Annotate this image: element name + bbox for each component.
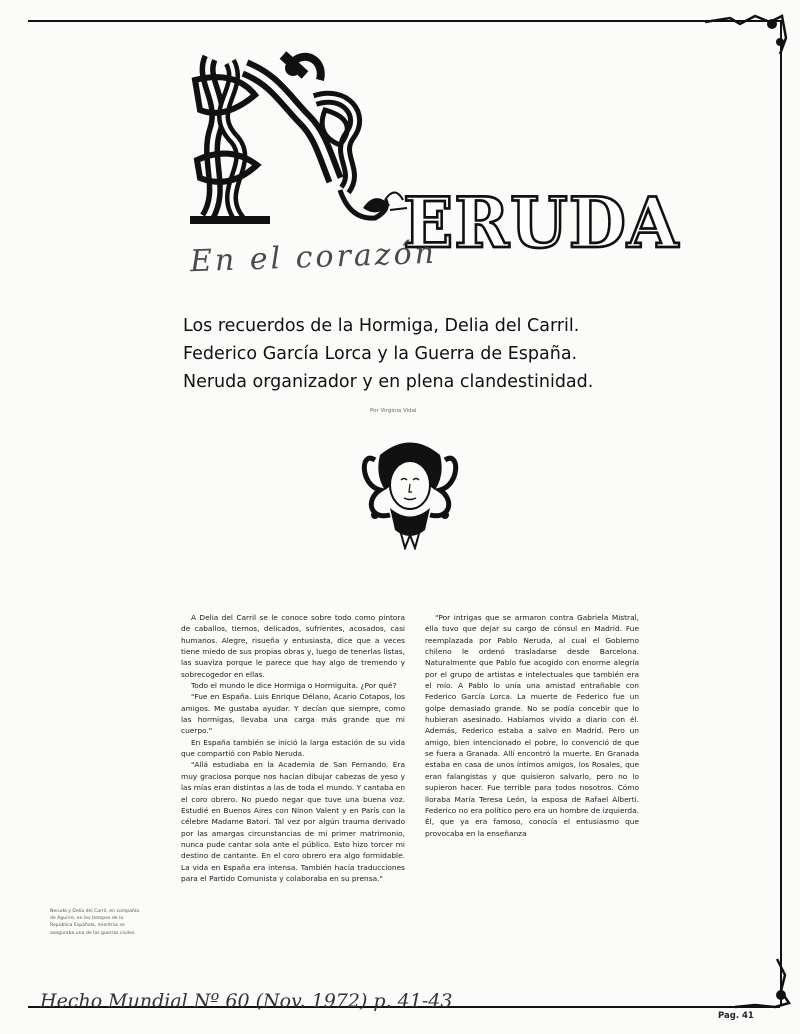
handwritten-citation: Hecho Mundial Nº 60 (Nov. 1972) p. 41-43 — [40, 990, 453, 1012]
right-border — [780, 20, 782, 1005]
headline-line: Los recuerdos de la Hormiga, Delia del Carril. — [183, 316, 580, 336]
article-column-left — [181, 612, 405, 884]
article-paragraph: En España también se inició la larga estación de su vida que compartió con Pablo Neruda. — [181, 737, 405, 759]
celtic-initial-n-illustration — [185, 40, 435, 230]
top-rule — [28, 20, 780, 22]
byline: Por Virginia Vidal — [370, 408, 417, 414]
top-right-corner-ornament — [700, 8, 790, 58]
photo-caption: Neruda y Delia del Carril, en compañía de Aguirre, en los tiempos de la República Española, mientras se aseguraba una de las guerras civiles. — [50, 909, 140, 936]
article-paragraph: "Allá estudiaba en la Academia de San Fernando. Era muy graciosa porque nos hacían dibujar cabezas de yeso y las mías eran distintas a las de toda el mundo. Y cantaba en el coro obrero. No puedo negar que tuve una buena voz. Estudié en Buenos Aires con Ninon Valent y en París con la célebre Madame Batori. Tal vez por algún trauma derivado por las amargas circunstancias de mi primer matrimonio, nunca pude cantar sola ante el público. Esto hizo torcer mi destino de cantante. En el coro obrero era algo formidable. La vida en España era intensa. También hacía traducciones para el Partido Comunista y colaboraba en su prensa." — [181, 760, 405, 883]
headline-line: Neruda organizador y en plena clandestinidad. — [183, 372, 594, 392]
article-column-right — [425, 612, 639, 839]
headline — [183, 312, 663, 396]
article-paragraph: "Fue en España. Luis Enrique Délano, Acario Cotapos, los amigos. Me gustaba ayudar. Y decían que siempre, como las hormigas, llevaba una carga más grande que mi cuerpo." — [181, 692, 405, 736]
ornamental-face-illustration — [355, 430, 465, 550]
handwritten-annotation: En el corazón — [189, 235, 438, 280]
article-paragraph: "Por intrigas que se armaron contra Gabriela Mistral, ella tuvo que dejar su cargo de cónsul en Madrid. Fue reemplazada por Pablo Neruda, al cual el Gobierno chileno le ordenó trasladarse desde Barcelona. Naturalmente que Pablo fue acogido con enorme alegría por el grupo de artistas e intelectuales que también era el mío. A Pablo lo unía una amistad entrañable con Federico García Lorca. La muerte de Federico fue un golpe demasiado grande. No se podía concebir que lo hubieran asesinado. Habíamos vivido a diario con él. Además, Federico estaba a salvo en Madrid. Pero un amigo, bien intencionado el pobre, lo convenció de que se fuera a Granada. Allí encontró la muerte. En Granada estaba en casa de unos íntimos amigos, los Rosales, que eran falangistas y que quisieron salvarlo, pero no lo supieron hacer. Fue terrible para todos nosotros. Cómo lloraba María Teresa León, la esposa de Rafael Alberti. Federico no era político pero era un hombre de izquierda. Él, que ya era famoso, conocía el entusiasmo que provocaba en la enseñanza — [425, 613, 639, 838]
article-paragraph: A Delia del Carril se le conoce sobre todo como pintora de caballos, tiernos, delicados, sufrientes, acosados, casi humanos. Alegre, risueña y entusiasta, dice que a veces tiene miedo de sus propias obras y, luego de tenerlas listas, las suaviza porque le parece que hay algo de tremendo y sobrecogedor en ellas. — [181, 613, 405, 679]
article-paragraph: Todo el mundo le dice Hormiga o Hormiguita. ¿Por qué? — [191, 681, 397, 691]
page-number: Pag. 41 — [718, 1011, 754, 1021]
title-text: ERUDA — [403, 182, 680, 264]
headline-line: Federico García Lorca y la Guerra de España. — [183, 344, 578, 364]
